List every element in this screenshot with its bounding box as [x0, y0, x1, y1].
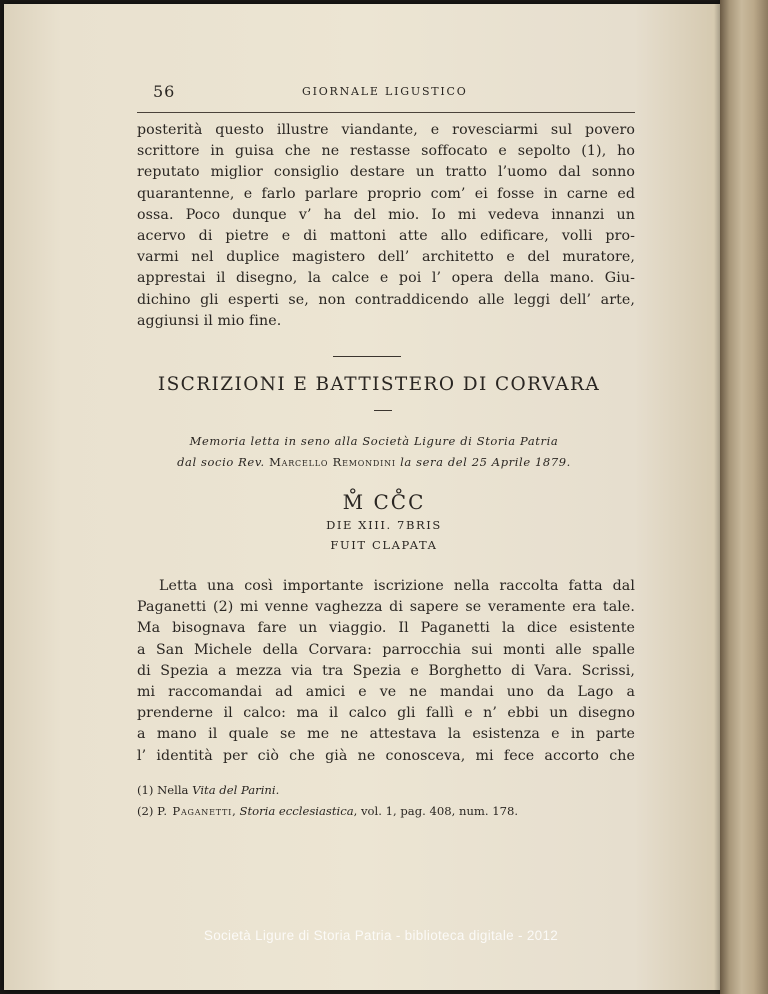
paragraph-continuation [137, 120, 635, 332]
text-line: posterità questo illustre viandante, e rovesciarmi sul povero [137, 122, 635, 138]
text-line: a mano il quale se me ne attestava la esistenza e in parte [137, 726, 635, 743]
text-line: di Spezia a mezza via tra Spezia e Borghetto di Vara. Scrissi, [137, 662, 635, 679]
text-line: dichino gli esperti se, non contraddicendo alle leggi dell’ arte, [137, 291, 635, 308]
inscription-line-2: DIE XIII. 7BRIS [326, 518, 442, 532]
text-line: mi raccomandai ad amici e ve ne mandai uno da Lago a [137, 683, 635, 700]
section-title: ISCRIZIONI E BATTISTERO DI CORVARA [157, 374, 601, 395]
title-underline-rule [374, 410, 392, 411]
footnotes [137, 780, 635, 822]
text-line: varmi nel duplice magistero dell’ architetto e del muratore, [137, 249, 635, 266]
page-header [4, 82, 720, 106]
text-line: Ma bisognava fare un viaggio. Il Paganetti la dice esistente [137, 620, 635, 637]
book-page [4, 4, 720, 990]
footnote-author: P. Paganetti [157, 804, 233, 818]
footnote-work-title: Storia ecclesiastica [239, 804, 354, 818]
inscription-line-1: M̊ CC̊C [342, 490, 426, 514]
memoria-note-line2 [114, 455, 634, 469]
text-line: l’ identità per ciò che già ne conosceva, mi fece accorto che [137, 747, 635, 764]
library-watermark: Società Ligure di Storia Patria - biblioteca digitale - 2012 [203, 928, 559, 943]
footnote-text: Nella [157, 783, 189, 797]
text-line: prenderne il calco: ma il calco gli fallì e n’ ebbi un disegno [137, 705, 635, 722]
footnote-2: (2) P. Paganetti, Storia ecclesiastica, vol. 1, pag. 408, num. 178. [137, 804, 519, 818]
text-line: apprestai il disegno, la calce e poi l’ opera della mano. Giu- [137, 270, 635, 287]
text-line: Paganetti (2) mi venne vaghezza di sapere se veramente era tale. [137, 599, 635, 616]
paragraph-body [137, 576, 635, 767]
running-head: GIORNALE LIGUSTICO [302, 85, 468, 98]
text-line: Letta una così importante iscrizione nella raccolta fatta dal [159, 578, 635, 594]
text-line: quarantenne, e farlo parlare proprio com’ ei fosse in carne ed [137, 185, 635, 202]
footnote-number: (2) [137, 804, 154, 818]
footnote-1 [137, 780, 635, 801]
footnote-number: (1) [137, 783, 154, 797]
text-line: acervo di pietre e di mattoni atte allo edificare, volli pro- [137, 227, 635, 244]
header-rule [137, 112, 635, 113]
text-line: aggiunsi il mio fine. [137, 312, 282, 329]
memoria-text: dal socio Rev. [177, 455, 265, 469]
page-number: 56 [153, 82, 176, 101]
text-line: ossa. Poco dunque v’ ha del mio. Io mi vedeva innanzi un [137, 206, 635, 223]
memoria-date: la sera del 25 Aprile 1879. [400, 455, 571, 469]
footnote-work-title: Vita del Parini. [192, 783, 280, 797]
footnote-citation: , vol. 1, pag. 408, num. 178. [353, 804, 519, 818]
text-line: a San Michele della Corvara: parrocchia sui monti alle spalle [137, 641, 635, 658]
text-line: scrittore in guisa che ne restasse soffocato e sepolto (1), ho [137, 143, 635, 160]
book-fore-edge [720, 0, 768, 994]
section-divider-rule [333, 356, 401, 357]
text-line: reputato miglior consiglio destare un tratto l’uomo dal sonno [137, 164, 635, 181]
inscription-line-3: FUIT CLAPATA [330, 538, 438, 552]
author-name: Marcello Remondini [269, 455, 396, 469]
memoria-note-line1: Memoria letta in seno alla Società Ligure di Storia Patria [189, 434, 559, 448]
